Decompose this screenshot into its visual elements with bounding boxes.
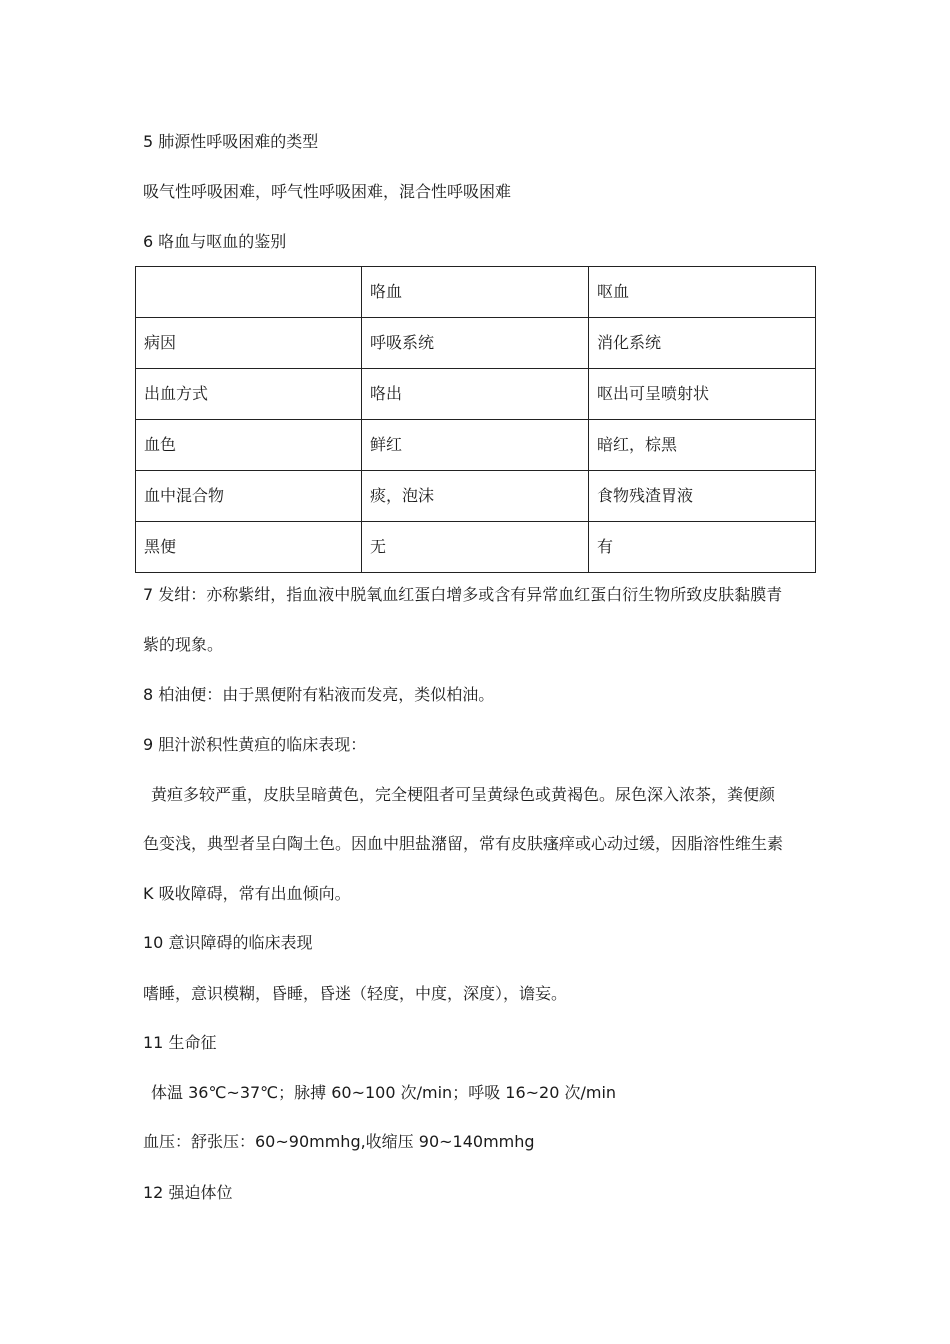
table-cell: 出血方式 bbox=[136, 369, 362, 420]
table-cell: 血中混合物 bbox=[136, 471, 362, 522]
table-cell: 暗红，棕黑 bbox=[589, 420, 816, 471]
table-cell: 消化系统 bbox=[589, 318, 816, 369]
hemoptysis-hematemesis-table bbox=[135, 266, 816, 573]
table-header-cell: 咯血 bbox=[362, 267, 589, 318]
table-row bbox=[136, 369, 816, 420]
section-9-heading: 9 胆汁淤积性黄疸的临床表现： bbox=[143, 735, 367, 754]
section-11-heading: 11 生命征 bbox=[143, 1033, 217, 1052]
section-7-line-1: 7 发绀：亦称紫绀，指血液中脱氧血红蛋白增多或含有异常血红蛋白衍生物所致皮肤黏膜青 bbox=[143, 585, 783, 604]
section-10-heading: 10 意识障碍的临床表现 bbox=[143, 933, 313, 952]
table-cell: 呕出可呈喷射状 bbox=[589, 369, 816, 420]
section-5-body: 吸气性呼吸困难，呼气性呼吸困难，混合性呼吸困难 bbox=[143, 182, 512, 201]
section-11-line-1: 体温 36℃~37℃；脉搏 60~100 次/min；呼吸 16~20 次/min bbox=[151, 1083, 617, 1102]
table-row bbox=[136, 522, 816, 573]
section-12-heading: 12 强迫体位 bbox=[143, 1183, 233, 1202]
table-cell: 黑便 bbox=[136, 522, 362, 573]
table-cell: 无 bbox=[362, 522, 589, 573]
table-header-row bbox=[136, 267, 816, 318]
section-7-line-2: 紫的现象。 bbox=[143, 635, 224, 654]
table-cell: 呼吸系统 bbox=[362, 318, 589, 369]
table-cell: 食物残渣胃液 bbox=[589, 471, 816, 522]
table-cell: 痰，泡沫 bbox=[362, 471, 589, 522]
section-9-line-1: 黄疸多较严重，皮肤呈暗黄色，完全梗阻者可呈黄绿色或黄褐色。尿色深入浓茶，粪便颜 bbox=[151, 785, 776, 804]
section-6-heading: 6 咯血与呕血的鉴别 bbox=[143, 232, 287, 251]
table-row bbox=[136, 471, 816, 522]
table-row bbox=[136, 420, 816, 471]
table-cell: 血色 bbox=[136, 420, 362, 471]
table-cell: 鲜红 bbox=[362, 420, 589, 471]
section-8-text: 8 柏油便：由于黑便附有粘液而发亮，类似柏油。 bbox=[143, 685, 495, 704]
section-10-body: 嗜睡，意识模糊，昏睡，昏迷（轻度，中度，深度），谵妄。 bbox=[143, 984, 568, 1003]
table-cell: 病因 bbox=[136, 318, 362, 369]
section-11-line-2: 血压：舒张压：60~90mmhg,收缩压 90~140mmhg bbox=[143, 1132, 535, 1151]
table-header-cell: 呕血 bbox=[589, 267, 816, 318]
table-row bbox=[136, 318, 816, 369]
section-5-heading: 5 肺源性呼吸困难的类型 bbox=[143, 132, 319, 151]
table-cell: 有 bbox=[589, 522, 816, 573]
section-9-line-3: K 吸收障碍，常有出血倾向。 bbox=[143, 884, 351, 903]
table-header-cell bbox=[136, 267, 362, 318]
table-cell: 咯出 bbox=[362, 369, 589, 420]
section-9-line-2: 色变浅，典型者呈白陶土色。因血中胆盐潴留，常有皮肤瘙痒或心动过缓，因脂溶性维生素 bbox=[143, 834, 784, 853]
